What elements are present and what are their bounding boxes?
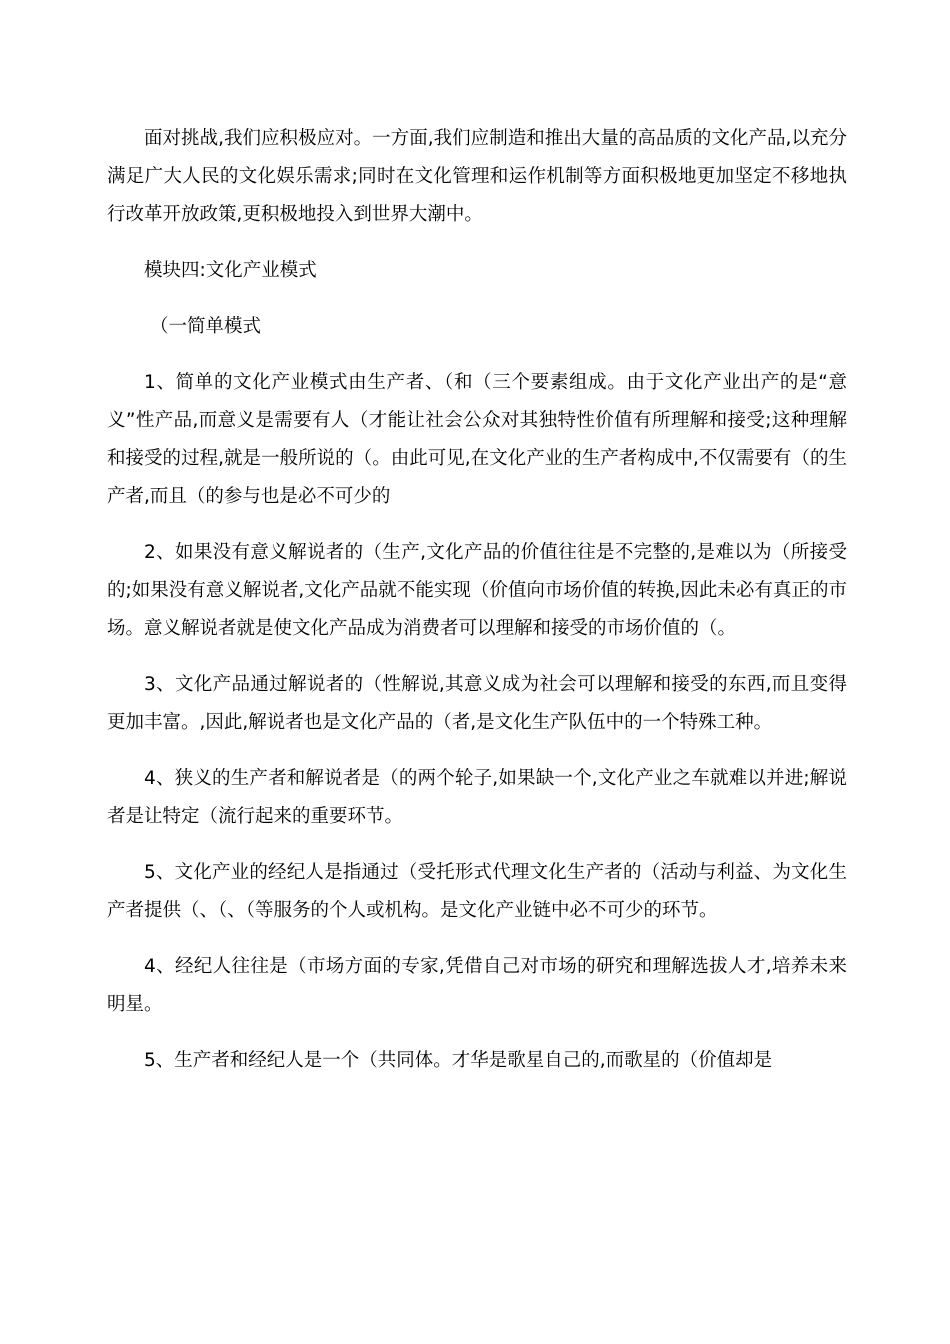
paragraph-gap	[107, 648, 847, 666]
paragraph-gap	[107, 742, 847, 760]
paragraph-item-7: 5、生产者和经纪人是一个（共同体。才华是歌星自己的,而歌星的（价值却是	[144, 1050, 773, 1071]
paragraph-gap	[107, 1024, 847, 1042]
paragraph-gap	[107, 234, 847, 252]
paragraph-gap	[107, 836, 847, 854]
paragraph-gap	[107, 290, 847, 308]
subsection-heading: （一简单模式	[150, 316, 262, 337]
paragraph-item-1: 1、简单的文化产业模式由生产者、（和（三个要素组成。由于文化产业出产的是“意义”性产品,而意义是需要有人（才能让社会公众对其独特性价值有所理解和接受;这种理解和接受的过程,就是一般所说的（。由此可见,在文化产业的生产者构成中,不仅需要有（的生产者,而且（的参与也是必不可少的	[107, 372, 847, 507]
paragraph-gap	[107, 346, 847, 364]
document-page	[107, 120, 847, 1080]
paragraph-item-2: 2、如果没有意义解说者的（生产,文化产品的价值往往是不完整的,是难以为（所接受的;如果没有意义解说者,文化产品就不能实现（价值向市场价值的转换,因此未必有真正的市场。意义解说者就是使文化产品成为消费者可以理解和接受的市场价值的（。	[107, 542, 847, 639]
paragraph-gap	[107, 930, 847, 948]
paragraph-item-5: 5、文化产业的经纪人是指通过（受托形式代理文化生产者的（活动与利益、为文化生产者提供（、（、（等服务的个人或机构。是文化产业链中必不可少的环节。	[107, 862, 847, 921]
paragraph-item-6: 4、经纪人往往是（市场方面的专家,凭借自己对市场的研究和理解选拔人才,培养未来明星。	[107, 956, 847, 1015]
paragraph-gap	[107, 516, 847, 534]
section-heading: 模块四:文化产业模式	[144, 260, 317, 281]
paragraph-item-3: 3、文化产品通过解说者的（性解说,其意义成为社会可以理解和接受的东西,而且变得更加丰富。,因此,解说者也是文化产品的（者,是文化生产队伍中的一个特殊工种。	[107, 674, 847, 733]
paragraph-intro: 面对挑战,我们应积极应对。一方面,我们应制造和推出大量的高品质的文化产品,以充分满足广大人民的文化娱乐需求;同时在文化管理和运作机制等方面积极地更加坚定不移地执行改革开放政策,更积极地投入到世界大潮中。	[107, 128, 847, 225]
paragraph-item-4: 4、狭义的生产者和解说者是（的两个轮子,如果缺一个,文化产业之车就难以并进;解说者是让特定（流行起来的重要环节。	[107, 768, 847, 827]
